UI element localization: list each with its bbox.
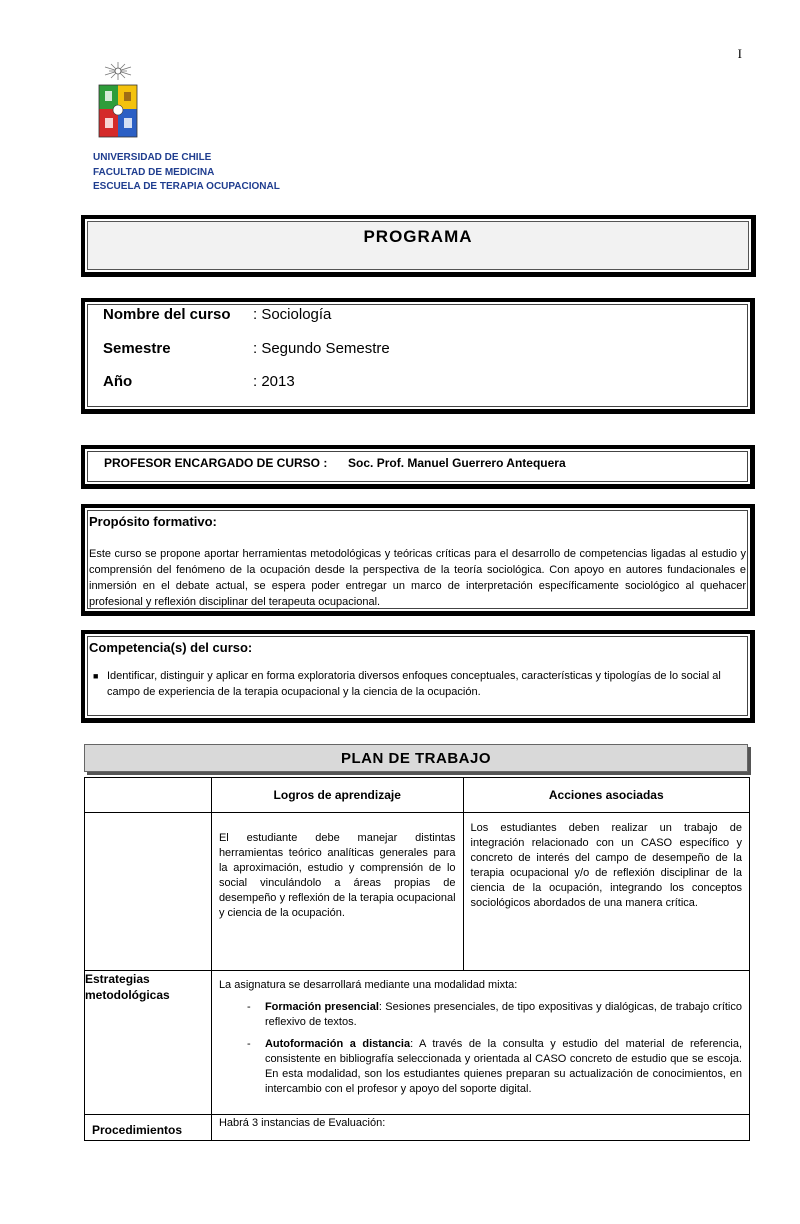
strategies-cell (211, 971, 749, 1115)
actions-header: Acciones asociadas (463, 778, 749, 813)
course-name-label: Nombre del curso (103, 306, 231, 323)
learning-cell (211, 813, 463, 971)
university-name: UNIVERSIDAD DE CHILE (93, 152, 212, 163)
faculty-name: FACULTAD DE MEDICINA (93, 166, 215, 178)
title-box (81, 215, 756, 277)
page-number: I (737, 46, 742, 61)
empty-header-cell (85, 778, 212, 813)
course-name-value: : Sociología (253, 306, 332, 323)
strategy-item: - Formación presencial: Sesiones presenciales, de tipo expositivas y dialógicas, de trabajo crítico reflexivo de textos. (246, 1001, 742, 1028)
strategy-item: - Autoformación a distancia: A través de la consulta y estudio del material de referencia, consistente en bibliografía seleccionada y orientada al CASO concreto de estudio que se escoja. En esta modalidad, son los estudiantes quienes preparan su actualización de conocimientos, en intercambio con el profesor y apoyo del soporte digital. (246, 1038, 742, 1095)
table-row (85, 813, 750, 971)
semester-value: : Segundo Semestre (253, 340, 390, 357)
procedures-cell (211, 1115, 749, 1141)
plan-table (84, 777, 750, 1141)
competency-item (93, 668, 746, 700)
purpose-box (81, 504, 755, 616)
purpose-text: Este curso se propone aportar herramientas metodológicas y teóricas críticas para el desarrollo de competencias ligadas al estudio y comprensión del fenómeno de la ocupación desde la perspectiva de la teoría sociológica. Con apoyo en autores fundacionales e inmersión en el debate actual, se espera poder entregar un marco de interpretación específicamente sociológico al quehacer profesional y reflexión disciplinar del terapeuta ocupacional. (89, 548, 746, 608)
plan-title: PLAN DE TRABAJO (340, 750, 491, 767)
professor-name: Soc. Prof. Manuel Guerrero Antequera (348, 456, 566, 470)
table-row (85, 778, 750, 813)
empty-label-cell (85, 813, 212, 971)
semester-label: Semestre (103, 340, 171, 357)
bullet-icon: ■ (93, 671, 99, 681)
learning-header: Logros de aprendizaje (211, 778, 463, 813)
competencies-box (81, 630, 755, 723)
procedures-label: Procedimientos (85, 1115, 212, 1141)
institution-header (93, 151, 280, 195)
strategy1-text: : Sesiones presenciales, de tipo expositivas y dialógicas, de trabajo crítico reflexivo de textos. (264, 1001, 742, 1028)
professor-box (81, 445, 755, 489)
page-title: PROGRAMA (363, 227, 473, 246)
strategy2-title: Autoformación a distancia (264, 1038, 411, 1050)
actions-cell (463, 813, 749, 971)
university-crest-icon (97, 58, 139, 142)
learning-text: El estudiante debe manejar distintas herramientas teórico analíticas generales para la aproximación, estudio y comprensión de lo social vinculándolo a áreas propias de desempeño y reflexión de la terapia ocupacional y ciencia de la ocupación. (218, 832, 456, 919)
table-row (85, 1115, 750, 1141)
year-value: : 2013 (253, 373, 295, 390)
actions-text: Los estudiantes deben realizar un trabajo de integración relacionado con un CASO específico y concreto de interés del campo de desempeño de la terapia ocupacional y/o de reflexión disciplinar de la ciencia de la ocupación, integrando los conceptos sociológicos abordados de una manera crítica. (470, 822, 742, 909)
year-label: Año (103, 373, 133, 390)
strategy2-text: : A través de la consulta y estudio del material de referencia, consistente en bibliografía seleccionada y orientada al CASO concreto de estudio que se escoja. En esta modalidad, son los estudiantes quienes preparan su actualización de conocimientos, en intercambio con el profesor y apoyo del soporte digital. (264, 1038, 742, 1095)
strategy1-title: Formación presencial (264, 1001, 379, 1013)
competencies-heading: Competencia(s) del curso: (89, 640, 253, 655)
purpose-heading: Propósito formativo: (89, 514, 217, 529)
procedures-text: Habrá 3 instancias de Evaluación: (218, 1117, 386, 1129)
table-row (85, 971, 750, 1115)
professor-label: PROFESOR ENCARGADO DE CURSO : (104, 456, 328, 470)
course-info-box (81, 298, 755, 414)
strategies-intro: La asignatura se desarrollará mediante una modalidad mixta: (218, 979, 518, 991)
competency-text: Identificar, distinguir y aplicar en forma exploratoria diversos enfoques conceptuales, características y tipologías de lo social al campo de experiencia de la terapia ocupacional y la ciencia de la ocupación. (107, 670, 721, 698)
professor-line (104, 456, 566, 470)
school-name: ESCUELA DE TERAPIA OCUPACIONAL (93, 181, 280, 192)
plan-title-bar (84, 744, 748, 772)
strategies-label: Estrategias metodológicas (85, 971, 212, 1115)
